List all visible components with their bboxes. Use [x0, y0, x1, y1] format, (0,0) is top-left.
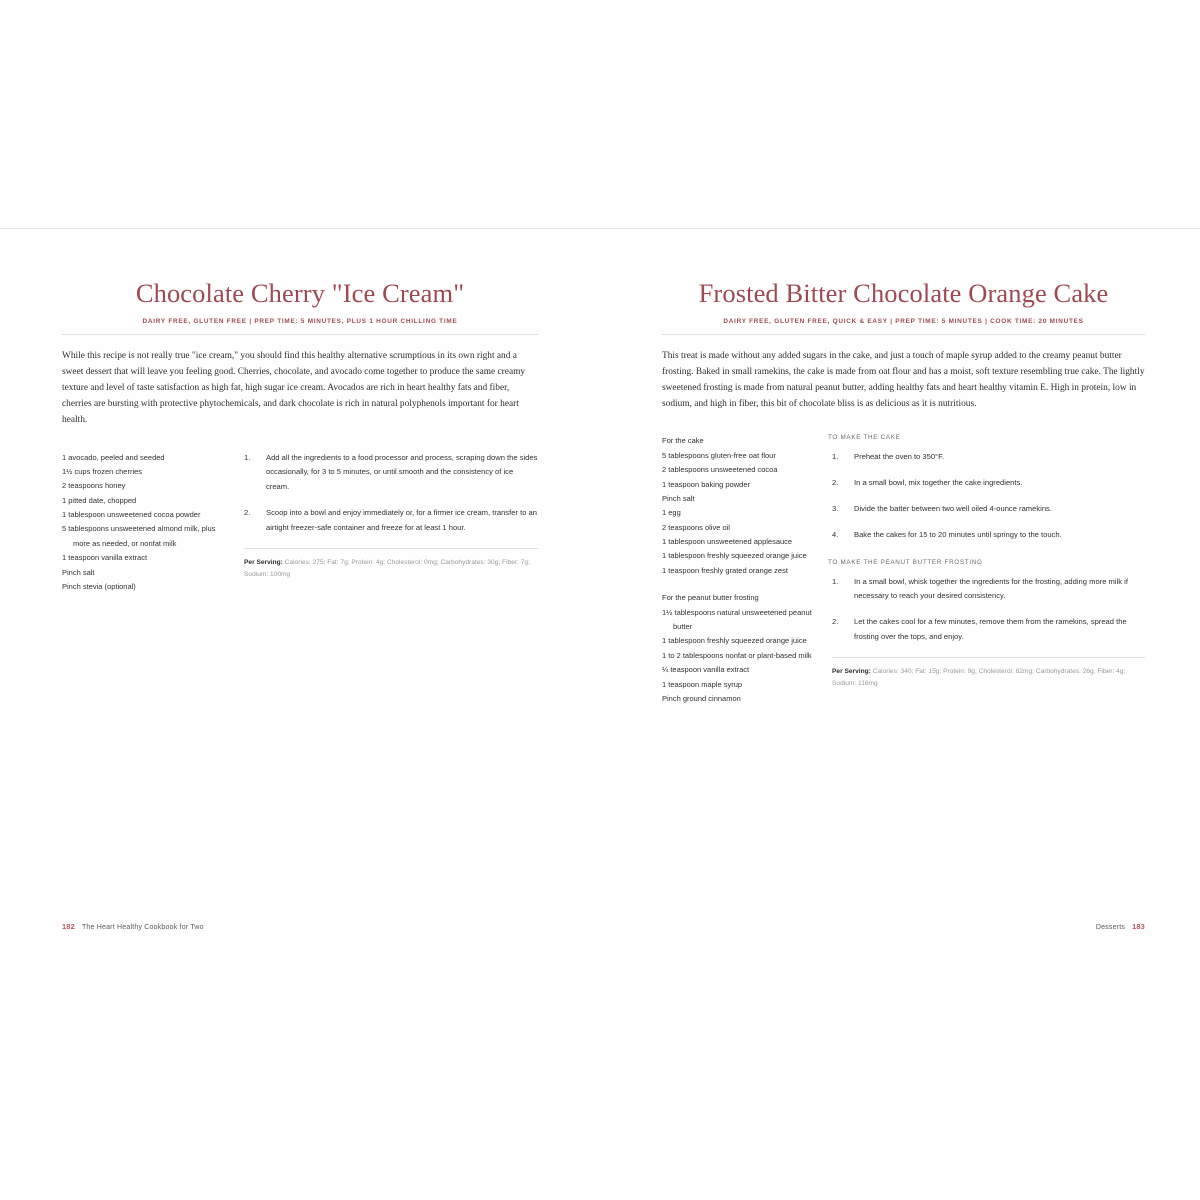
- left-steps-column: [222, 451, 538, 595]
- nutrition-values: Calories: 275; Fat: 7g; Protein: 4g; Cholesterol: 0mg; Carbohydrates: 30g; Fiber: 7g; Sodium: 100mg: [244, 558, 530, 578]
- left-intro-paragraph: While this recipe is not really true "ice cream," you should find this healthy alternative scrumptious in its own right and a sweet dessert that will leave you feeling good. Cherries, chocolate, and avocado come together to produce the same creamy texture and level of taste satisfaction as high fat, high sugar ice cream. Avocados are rich in heart healthy fats and fiber, cherries are bursting with protective phytochemicals, and dark chocolate is rich in natural polyphenols important for heart health.: [62, 350, 526, 426]
- ingredient-item: 1 teaspoon maple syrup: [662, 679, 743, 689]
- step-item: Let the cakes cool for a few minutes, remove them from the ramekins, spread the frosting over the tops, and enjoy.: [854, 617, 1127, 641]
- right-title-divider: [662, 334, 1145, 335]
- page-number-right: 183: [1132, 922, 1145, 931]
- left-recipe-meta: DAIRY FREE, GLUTEN FREE | PREP TIME: 5 MINUTES, PLUS 1 HOUR CHILLING TIME: [142, 317, 458, 325]
- right-ingredient-list: [662, 434, 812, 706]
- step-item: Divide the batter between two well oiled 4-ounce ramekins.: [854, 503, 1052, 513]
- right-page: [600, 229, 1200, 973]
- ingredient-item: 2 teaspoons olive oil: [662, 522, 730, 532]
- left-nutrition-divider: [244, 548, 538, 549]
- ingredient-item: 1 egg: [662, 508, 681, 518]
- right-step-list-frosting: [828, 575, 1145, 645]
- step-item: In a small bowl, whisk together the ingredients for the frosting, adding more milk if necessary to reach your desired consistency.: [854, 576, 1128, 601]
- right-steps-column: [812, 434, 1145, 706]
- ingredient-item: ¼ teaspoon vanilla extract: [662, 665, 750, 675]
- right-intro-paragraph: This treat is made without any added sugars in the cake, and just a touch of maple syrup added to the creamy peanut butter frosting. Baked in small ramekins, the cake is made from oat flour and has a moist, soft texture resembling true cake. The lightly sweetened frosting is made from natural peanut butter, adding healthy fats and heart healthy vitamin E. High in protein, low in sodium, and high in fiber, this bit of chocolate bliss is as delicious as it is nutritious.: [662, 350, 1145, 410]
- left-title-divider: [62, 334, 538, 335]
- right-step-list-cake: [828, 450, 1145, 542]
- ingredient-item: 2 tablespoons unsweetened cocoa: [662, 465, 778, 475]
- ingredient-item: 1½ cups frozen cherries: [62, 466, 143, 476]
- ingredient-group-spacer: [662, 578, 812, 591]
- ingredient-item: 1 to 2 tablespoons nonfat or plant-based milk: [662, 650, 812, 660]
- ingredient-item: 1 pitted date, chopped: [62, 495, 137, 505]
- ingredient-item: Pinch salt: [62, 567, 95, 577]
- left-step-list: [240, 451, 538, 536]
- running-head-left: The Heart Healthy Cookbook for Two: [81, 924, 204, 931]
- ingredient-item: 1 tablespoon unsweetened cocoa powder: [62, 510, 201, 520]
- step-item: Preheat the oven to 350°F.: [854, 452, 945, 462]
- right-recipe-meta: DAIRY FREE, GLUTEN FREE, QUICK & EASY | PREP TIME: 5 MINUTES | COOK TIME: 20 MINUTES: [723, 317, 1084, 325]
- ingredient-item: 1 teaspoon freshly grated orange zest: [662, 565, 788, 575]
- left-recipe-title: Chocolate Cherry "Ice Cream": [135, 278, 465, 308]
- ingredient-item: 5 tablespoons unsweetened almond milk, plus more as needed, or nonfat milk: [62, 524, 216, 548]
- book-spread: [0, 228, 1200, 972]
- left-page: [0, 229, 600, 973]
- step-item: Add all the ingredients to a food processor and process, scraping down the sides occasionally, for 3 to 5 minutes, or until smooth and the consistency of ice cream.: [266, 452, 538, 492]
- running-head-right: Desserts: [1095, 924, 1126, 931]
- ingredient-item: 1 avocado, peeled and seeded: [62, 452, 165, 462]
- left-recipe-body: [62, 451, 538, 595]
- nutrition-label: Per Serving:: [244, 558, 283, 566]
- ingredient-item: 1 teaspoon vanilla extract: [62, 553, 148, 563]
- right-nutrition: [832, 666, 1145, 690]
- ingredient-item: 2 teaspoons honey: [62, 481, 126, 491]
- right-recipe-body: [662, 434, 1145, 706]
- right-recipe-title: Frosted Bitter Chocolate Orange Cake: [698, 278, 1109, 308]
- step-item: In a small bowl, mix together the cake ingredients.: [854, 478, 1023, 488]
- ingredient-item: 1 tablespoon freshly squeezed orange juice: [662, 636, 807, 646]
- ingredient-group-label-frosting: For the peanut butter frosting: [662, 593, 759, 603]
- ingredient-item: Pinch salt: [662, 493, 695, 503]
- left-footer: [62, 922, 204, 931]
- step-item: Scoop into a bowl and enjoy immediately or, for a firmer ice cream, transfer to an airtight freezer-safe container and freeze for at least 1 hour.: [266, 507, 537, 532]
- section-label-cake: TO MAKE THE CAKE: [828, 434, 901, 442]
- ingredient-group-label-cake: For the cake: [662, 436, 704, 446]
- ingredient-item: 1 tablespoon freshly squeezed orange juice: [662, 551, 807, 561]
- ingredient-item: 1½ tablespoons natural unsweetened peanut butter: [662, 607, 812, 632]
- left-nutrition: [244, 557, 538, 581]
- right-footer: [1096, 922, 1145, 931]
- ingredient-item: Pinch stevia (optional): [62, 582, 136, 592]
- nutrition-label: Per Serving:: [832, 667, 871, 675]
- left-ingredient-list: [62, 451, 222, 595]
- ingredient-item: 1 teaspoon baking powder: [662, 479, 750, 489]
- nutrition-values: Calories: 340; Fat: 15g; Protein: 9g; Cholesterol: 82mg; Carbohydrates: 26g; Fiber: 4g; Sodium: 116mg: [832, 667, 1126, 687]
- right-nutrition-divider: [832, 657, 1145, 658]
- ingredient-item: 5 tablespoons gluten-free oat flour: [662, 450, 776, 460]
- ingredient-item: 1 tablespoon unsweetened applesauce: [662, 537, 793, 547]
- ingredient-item: Pinch ground cinnamon: [662, 694, 741, 703]
- section-label-frosting: TO MAKE THE PEANUT BUTTER FROSTING: [828, 558, 983, 566]
- step-item: Bake the cakes for 15 to 20 minutes until springy to the touch.: [854, 529, 1062, 539]
- page-number-left: 182: [62, 922, 75, 931]
